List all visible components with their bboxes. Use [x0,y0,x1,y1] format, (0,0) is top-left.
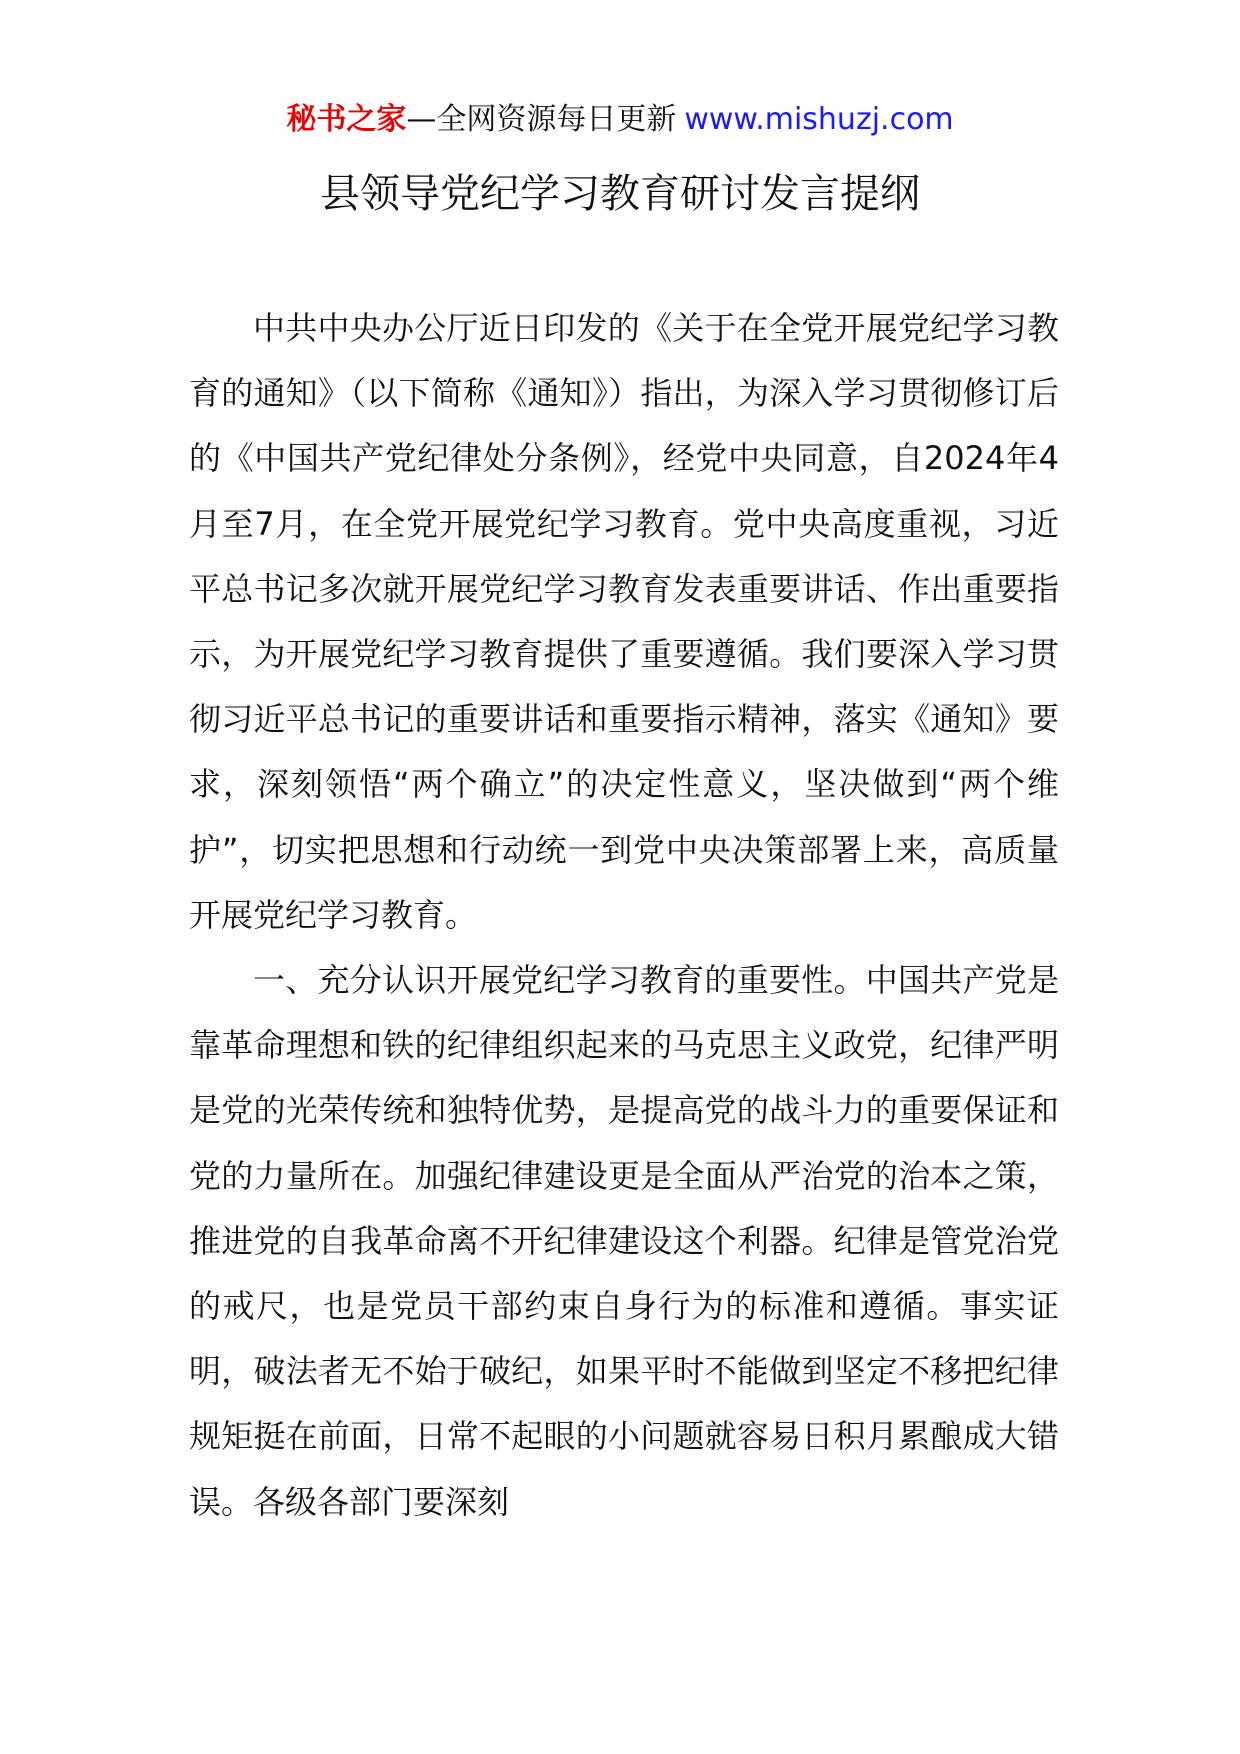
paragraph-section-one: 一、充分认识开展党纪学习教育的重要性。中国共产党是靠革命理想和铁的纪律组织起来的马克思主义政党，纪律严明是党的光荣传统和独特优势，是提高党的战斗力的重要保证和党的力量所在。加强纪律建设更是全面从严治党的治本之策，推进党的自我革命离不开纪律建设这个利器。纪律是管党治党的戒尺，也是党员干部约束自身行为的标准和遵循。事实证明，破法者无不始于破纪，如果平时不能做到坚定不移把纪律规矩挺在前面，日常不起眼的小问题就容易日积月累酿成大错误。各级各部门要深刻 [189,961,1059,1521]
site-tagline: —全网资源每日更新 [406,102,677,137]
paragraph-intro: 中共中央办公厅近日印发的《关于在全党开展党纪学习教育的通知》（以下简称《通知》）指出，为深入学习贯彻修订后的《中国共产党纪律处分条例》，经党中央同意，自2024年4月至7月，在全党开展党纪学习教育。党中央高度重视，习近平总书记多次就开展党纪学习教育发表重要讲话、作出重要指示，为开展党纪学习教育提供了重要遵循。我们要深入学习贯彻习近平总书记的重要讲话和重要指示精神，落实《通知》要求，深刻领悟“两个确立”的决定性意义，坚决做到“两个维护”，切实把思想和行动统一到党中央决策部署上来，高质量开展党纪学习教育。 [189,309,1059,934]
document-title: 县领导党纪学习教育研讨发言提纲 [320,171,920,217]
site-brand: 秘书之家 [286,102,407,137]
document-body [189,296,1059,1535]
site-url-link[interactable]: www.mishuzj.com [684,102,954,137]
site-header [0,100,1240,140]
